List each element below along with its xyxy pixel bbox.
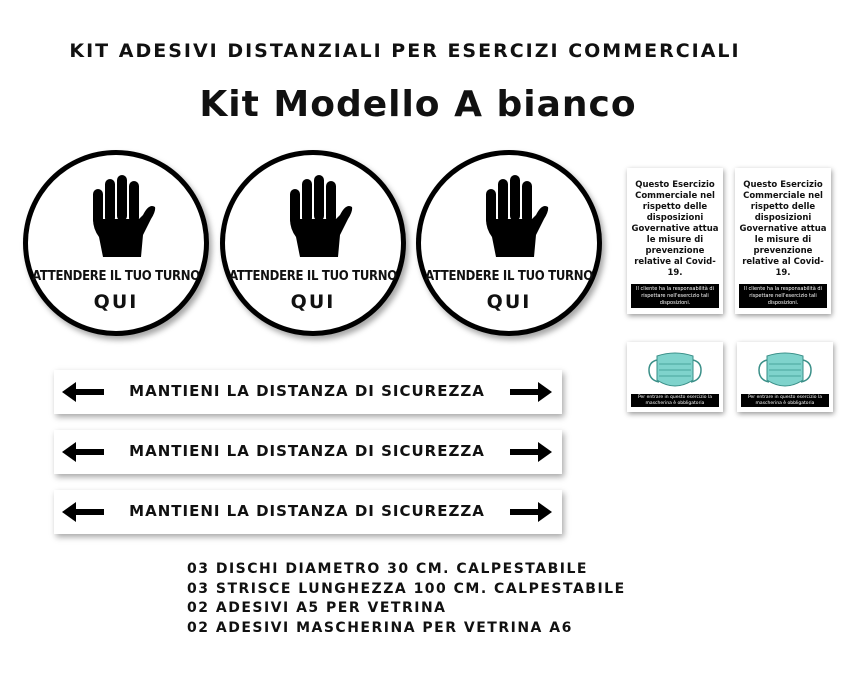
model-title: Kit Modello A bianco xyxy=(199,84,637,125)
disc-line1: ATTENDERE IL TUO TURNO xyxy=(425,269,593,284)
stop-hand-icon xyxy=(288,175,353,257)
window-sticker-note: Il cliente ha la responsabilità di rispettare nell'esercizio tali disposizioni. xyxy=(739,284,827,308)
window-sticker-a5 xyxy=(735,168,831,314)
arrow-right-icon xyxy=(510,501,552,523)
mask-sticker-note: Per entrare in questo esercizio la mascherina è obbligatoria xyxy=(631,394,719,407)
disc-sticker xyxy=(220,150,406,336)
strip-text: MANTIENI LA DISTANZA DI SICUREZZA xyxy=(129,502,485,520)
strip-text: MANTIENI LA DISTANZA DI SICUREZZA xyxy=(129,382,485,400)
mask-sticker-a6 xyxy=(737,342,833,412)
kit-contents-list xyxy=(187,560,626,638)
disc-line1: ATTENDERE IL TUO TURNO xyxy=(229,269,397,284)
contents-item: 02 ADESIVI A5 PER VETRINA xyxy=(187,600,447,616)
distance-strip xyxy=(54,490,562,534)
disc-line2: QUI xyxy=(486,291,532,313)
arrow-right-icon xyxy=(510,441,552,463)
face-mask-icon xyxy=(757,348,813,392)
mask-sticker-a6 xyxy=(627,342,723,412)
window-sticker-text: Questo Esercizio Commerciale nel rispetto delle disposizioni Governative attua le misure di prevenzione relative al Covid-19. xyxy=(739,180,827,278)
arrow-right-icon xyxy=(510,381,552,403)
distance-strip xyxy=(54,430,562,474)
disc-line1: ATTENDERE IL TUO TURNO xyxy=(32,269,200,284)
stop-hand-icon xyxy=(91,175,156,257)
stop-hand-icon xyxy=(484,175,549,257)
window-sticker-a5 xyxy=(627,168,723,314)
disc-line2: QUI xyxy=(93,291,139,313)
contents-item: 02 ADESIVI MASCHERINA PER VETRINA A6 xyxy=(187,619,573,636)
strip-text: MANTIENI LA DISTANZA DI SICUREZZA xyxy=(129,442,485,460)
mask-sticker-note: Per entrare in questo esercizio la mascherina è obbligatoria xyxy=(741,394,829,407)
window-sticker-note: Il cliente ha la responsabilità di rispettare nell'esercizio tali disposizioni. xyxy=(631,284,719,308)
arrow-left-icon xyxy=(62,381,104,403)
arrow-left-icon xyxy=(62,441,104,463)
arrow-left-icon xyxy=(62,501,104,523)
disc-sticker xyxy=(23,150,209,336)
kit-title: KIT ADESIVI DISTANZIALI PER ESERCIZI COMMERCIALI xyxy=(69,40,741,62)
distance-strip xyxy=(54,370,562,414)
window-sticker-text: Questo Esercizio Commerciale nel rispetto delle disposizioni Governative attua le misure di prevenzione relative al Covid-19. xyxy=(631,180,719,278)
face-mask-icon xyxy=(647,348,703,392)
disc-sticker xyxy=(416,150,602,336)
disc-line2: QUI xyxy=(290,291,336,313)
contents-item: 03 DISCHI DIAMETRO 30 CM. CALPESTABILE xyxy=(187,561,588,577)
contents-item: 03 STRISCE LUNGHEZZA 100 CM. CALPESTABILE xyxy=(187,580,626,597)
